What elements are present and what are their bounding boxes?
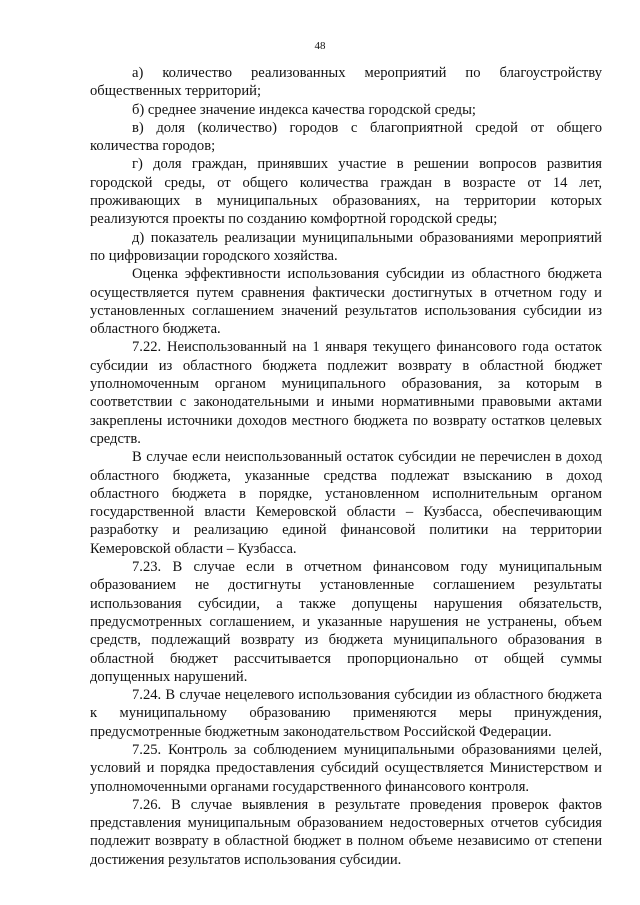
clause-7-22: 7.22. Неиспользованный на 1 января текущего финансового года остаток субсидии из областного бюджета подлежит возврату в областной бюджет уполномоченным органом муниципального образования, за которым в соответствии с законодательными и иными нормативными правовыми актами закреплены источники доходов местного бюджета по возврату остатков целевых средств. [90, 339, 602, 447]
evaluation-paragraph: Оценка эффективности использования субсидии из областного бюджета осуществляется путем сравнения фактически достигнутых в отчетном году и установленных соглашением значений результатов использования субсидии из областного бюджета. [90, 266, 602, 338]
list-item-v: в) доля (количество) городов с благоприятной средой от общего количества городов; [90, 119, 602, 155]
list-item-g: г) доля граждан, принявших участие в решении вопросов развития городской среды, от общего количества граждан в возрасте от 14 лет, проживающих в муниципальных образованиях, на территории которых реализуются проекты по созданию комфортной городской среды; [90, 156, 602, 228]
clause-7-24: 7.24. В случае нецелевого использования субсидии из областного бюджета к муниципальному образованию применяются меры принуждения, предусмотренные бюджетным законодательством Российской Федерации. [90, 687, 602, 740]
document-body [90, 64, 602, 869]
page-number: 48 [314, 40, 326, 52]
clause-7-22-continuation: В случае если неиспользованный остаток субсидии не перечислен в доход областного бюджета, указанные средства подлежат взысканию в доход областного бюджета в порядке, установленном исполнительным органом государственной власти Кемеровской области – Кузбасса, обеспечивающим разработку и реализацию единой финансовой политики на территории Кемеровской области – Кузбасса. [90, 449, 602, 557]
list-item-a: а) количество реализованных мероприятий по благоустройству общественных территорий; [90, 65, 602, 100]
clause-7-26: 7.26. В случае выявления в результате проведения проверок фактов представления муниципальным образованием недостоверных отчетов субсидия подлежит возврату в областной бюджет в полном объеме независимо от степени достижения результатов использования субсидии. [90, 796, 602, 868]
list-item-d: д) показатель реализации муниципальными образованиями мероприятий по цифровизации городского хозяйства. [90, 229, 602, 264]
clause-7-25: 7.25. Контроль за соблюдением муниципальными образованиями целей, условий и порядка предоставления субсидий осуществляется Министерством и уполномоченными органами государственного финансового контроля. [90, 741, 602, 795]
clause-7-23: 7.23. В случае если в отчетном финансовом году муниципальным образованием не достигнуты установленные соглашением результаты использования субсидии, а также допущены нарушения обязательств, предусмотренных соглашением, и указанные нарушения не устранены, объем средств, подлежащий возврату из бюджета муниципального образования в областной бюджет рассчитывается пропорционально от общей суммы допущенных нарушений. [90, 559, 602, 685]
list-item-b: б) среднее значение индекса качества городской среды; [132, 101, 476, 118]
